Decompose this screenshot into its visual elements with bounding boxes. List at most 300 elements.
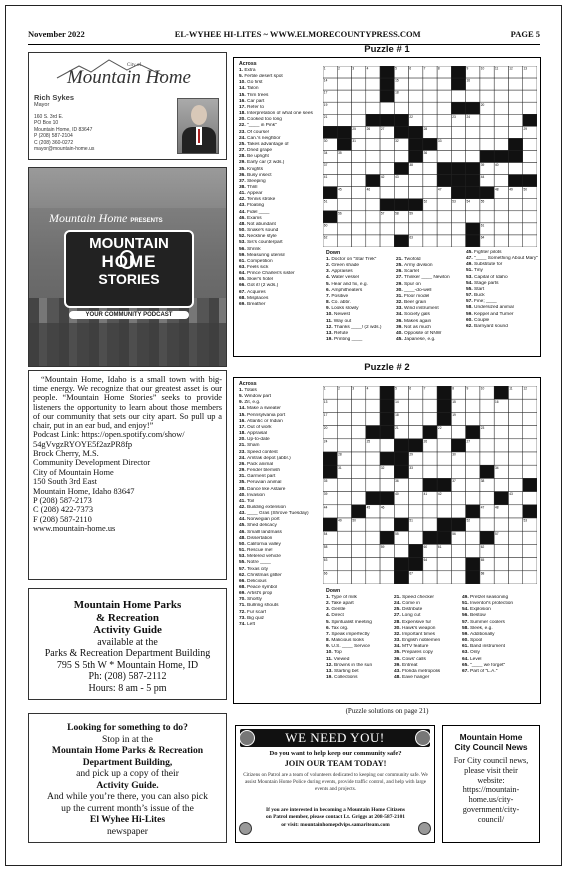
grid-block [523,505,537,518]
grid-cell[interactable] [508,223,522,235]
grid-cell[interactable] [494,571,508,584]
grid-cell[interactable] [451,90,465,102]
clue: 51. Inventor's protection [462,601,514,607]
grid-cell[interactable] [508,199,522,211]
grid-cell[interactable] [451,150,465,162]
grid-cell[interactable] [423,412,437,425]
grid-cell[interactable] [480,412,494,425]
grid-cell[interactable] [409,505,423,518]
grid-number: 6 [409,66,412,71]
grid-cell[interactable] [523,492,537,505]
grid-cell[interactable] [451,235,465,247]
grid-cell[interactable] [394,223,408,235]
grid-cell[interactable] [480,78,494,90]
grid-cell[interactable] [337,531,351,544]
grid-cell[interactable] [523,426,537,439]
grid-cell[interactable] [480,138,494,150]
grid-cell[interactable] [394,187,408,199]
grid-cell[interactable] [423,187,437,199]
grid-cell[interactable] [380,558,394,571]
grid-cell[interactable] [437,465,451,478]
clue: 68. Misplaces [239,295,269,301]
grid-cell[interactable] [352,531,366,544]
grid-cell[interactable] [380,439,394,452]
grid-number: 15 [452,399,456,404]
grid-cell[interactable] [352,412,366,425]
grid-cell[interactable] [508,465,522,478]
puzzle2-down-clues-2 [394,595,462,681]
grid-cell[interactable] [508,478,522,491]
grid-cell[interactable] [508,412,522,425]
clue: 64. Level [462,656,482,662]
grid-cell[interactable] [366,90,380,102]
grid-cell[interactable] [451,544,465,557]
grid-cell[interactable] [337,492,351,505]
grid-cell[interactable] [437,505,451,518]
grid-cell[interactable] [523,138,537,150]
grid-cell[interactable] [466,492,480,505]
grid-cell[interactable] [380,518,394,531]
clue: 59. Measuring utensil [239,252,285,258]
clue: 9. Looks slowly [326,306,359,312]
clue: 24. Can.'s neighbor [239,135,281,141]
grid-cell[interactable] [437,211,451,223]
grid-cell[interactable] [352,544,366,557]
grid-cell[interactable] [508,126,522,138]
grid-block [437,386,451,399]
grid-number: 3 [352,386,355,391]
grid-cell[interactable] [337,223,351,235]
grid-cell[interactable] [352,199,366,211]
grid-cell[interactable] [466,452,480,465]
grid-cell[interactable] [437,558,451,571]
grid-block [394,114,408,126]
grid-cell[interactable] [466,126,480,138]
grid-cell[interactable] [366,518,380,531]
grid-block [451,102,465,114]
grid-block [466,187,480,199]
grid-cell[interactable] [494,175,508,187]
grid-cell[interactable] [423,211,437,223]
grid-cell[interactable] [437,223,451,235]
grid-cell[interactable] [337,426,351,439]
grid-cell[interactable] [352,492,366,505]
grid-cell[interactable] [366,223,380,235]
clue: 46. Exams [239,215,262,221]
grid-cell[interactable] [352,478,366,491]
grid-cell[interactable] [508,102,522,114]
grid-cell[interactable] [337,412,351,425]
grid-number: 31 [352,139,356,143]
grid-number: 41 [323,175,328,180]
grid-block [508,138,522,150]
grid-cell[interactable] [366,235,380,247]
grid-cell[interactable] [523,465,537,478]
grid-cell[interactable] [352,175,366,187]
grid-cell[interactable] [366,211,380,223]
grid-cell[interactable] [366,138,380,150]
grid-cell[interactable] [508,571,522,584]
grid-cell[interactable] [423,452,437,465]
grid-number: 51 [409,518,413,523]
grid-cell[interactable] [466,138,480,150]
grid-cell[interactable] [480,126,494,138]
grid-block [437,518,451,531]
grid-cell[interactable] [423,175,437,187]
grid-cell[interactable] [480,114,494,126]
grid-block [451,78,465,90]
grid-block [394,452,408,465]
grid-cell[interactable] [523,163,537,175]
grid-cell[interactable] [523,544,537,557]
grid-cell[interactable] [480,518,494,531]
grid-cell[interactable] [523,412,537,425]
grid-cell[interactable] [337,235,351,247]
grid-cell[interactable] [437,90,451,102]
grid-cell[interactable] [366,544,380,557]
grid-cell[interactable] [423,465,437,478]
grid-number: 10 [480,66,485,71]
grid-cell[interactable] [352,223,366,235]
grid-cell[interactable] [480,399,494,412]
clue: 59. Additionally [462,631,495,637]
grid-cell[interactable] [409,399,423,412]
grid-cell[interactable] [380,102,394,114]
grid-cell[interactable] [352,211,366,223]
grid-cell[interactable] [494,558,508,571]
grid-cell[interactable] [480,90,494,102]
grid-cell[interactable] [352,571,366,584]
clue: 54. Stage parts [466,280,499,286]
grid-cell[interactable] [409,187,423,199]
grid-number: 32 [395,139,399,143]
grid-cell[interactable] [352,558,366,571]
grid-cell[interactable] [466,399,480,412]
grid-cell[interactable] [494,544,508,557]
we-need-body: Citizens on Patrol are a team of volunteers dedicated to keeping our community safe. We assist Mountain Home Police during events, provide traffic control, and help with large events and projects. [243,772,428,792]
grid-cell[interactable] [352,439,366,452]
clue: 43. Floating [239,203,265,209]
grid-block [466,223,480,235]
grid-cell[interactable] [494,126,508,138]
grid-cell[interactable] [451,571,465,584]
grid-cell[interactable] [508,452,522,465]
grid-cell[interactable] [366,465,380,478]
clue: 1. Extra [239,68,256,73]
clue: 34. MTV feature [394,644,429,650]
grid-cell[interactable] [423,505,437,518]
grid-cell[interactable] [423,518,437,531]
grid-cell[interactable] [494,223,508,235]
grid-cell[interactable] [380,571,394,584]
grid-cell[interactable] [451,492,465,505]
grid-cell[interactable] [423,399,437,412]
grid-cell[interactable] [423,90,437,102]
grid-cell[interactable] [423,114,437,126]
grid-cell[interactable] [494,235,508,247]
grid-cell[interactable] [380,223,394,235]
grid-cell[interactable] [451,505,465,518]
grid-cell[interactable] [394,544,408,557]
clue: 5. Fertile desert spot [239,74,283,80]
grid-cell[interactable] [451,138,465,150]
grid-cell[interactable] [337,571,351,584]
grid-cell[interactable] [409,412,423,425]
grid-cell[interactable] [380,163,394,175]
grid-cell[interactable] [494,102,508,114]
clue: 67. Part of "L.A." [462,668,498,674]
grid-cell[interactable] [366,412,380,425]
grid-cell[interactable] [466,531,480,544]
grid-cell[interactable] [337,399,351,412]
grid-cell[interactable] [352,102,366,114]
grid-cell[interactable] [523,571,537,584]
puzzle2-down-clues-1 [326,595,394,681]
grid-cell[interactable] [437,114,451,126]
grid-cell[interactable] [337,478,351,491]
grid-cell[interactable] [409,175,423,187]
grid-cell[interactable] [466,412,480,425]
story-paragraph: “Mountain Home, Idaho is a small town with big-time energy. We recognize that our greatest asset is our people. “Mountain Home Stories” seeks to provide listeners the opportunity to learn about those members of our community that sets our city apart. So pull up a chair, put in an ear bud, and enjoy!” [33,375,222,431]
grid-cell[interactable] [508,114,522,126]
grid-cell[interactable] [466,211,480,223]
grid-cell[interactable] [366,558,380,571]
grid-cell[interactable] [480,439,494,452]
grid-cell[interactable] [523,150,537,162]
grid-cell[interactable] [523,452,537,465]
grid-block [466,102,480,114]
grid-cell[interactable] [409,90,423,102]
grid-cell[interactable] [423,223,437,235]
grid-cell[interactable] [451,211,465,223]
grid-cell[interactable] [366,150,380,162]
grid-cell[interactable] [508,518,522,531]
grid-cell[interactable] [394,505,408,518]
clue: 4. Direct [326,613,344,619]
grid-cell[interactable] [466,465,480,478]
grid-cell[interactable] [480,452,494,465]
grid-number: 55 [395,531,399,536]
mayor-contact: 160 S. 3rd E. PO Box 10 Mountain Home, ID 83647 P (208) 587-2104 C (208) 360-0272 mayor@mountain-home.us [34,114,95,153]
grid-cell[interactable] [394,150,408,162]
grid-cell[interactable] [508,235,522,247]
grid-cell[interactable] [466,544,480,557]
grid-cell[interactable] [409,223,423,235]
grid-cell[interactable] [409,492,423,505]
clue: 9. U.S. ____ Service [326,644,371,650]
grid-cell[interactable] [423,571,437,584]
grid-cell[interactable] [451,426,465,439]
grid-cell[interactable] [366,78,380,90]
grid-cell[interactable] [366,478,380,491]
grid-cell[interactable] [423,235,437,247]
grid-cell[interactable] [480,211,494,223]
grid-cell[interactable] [337,439,351,452]
grid-number: 48 [495,187,499,192]
grid-block [451,175,465,187]
grid-block [437,175,451,187]
grid-cell[interactable] [494,78,508,90]
grid-cell[interactable] [480,492,494,505]
grid-cell[interactable] [437,126,451,138]
grid-cell[interactable] [494,452,508,465]
grid-cell[interactable] [508,531,522,544]
grid-cell[interactable] [337,163,351,175]
grid-cell[interactable] [508,78,522,90]
clue: 23. Of course! [239,129,270,135]
grid-cell[interactable] [437,199,451,211]
puzzle1-down-clues-1 [326,257,396,343]
grid-cell[interactable] [409,102,423,114]
grid-cell[interactable] [366,102,380,114]
grid-cell[interactable] [337,102,351,114]
grid-cell[interactable] [523,102,537,114]
puzzle2-grid [323,386,537,584]
grid-cell[interactable] [523,439,537,452]
clue: 18. Interpretation of what one sees [239,111,313,117]
grid-cell[interactable] [352,235,366,247]
grid-cell[interactable] [352,150,366,162]
grid-cell[interactable] [451,126,465,138]
grid-cell[interactable] [494,114,508,126]
grid-cell[interactable] [409,531,423,544]
grid-cell[interactable] [366,163,380,175]
clue: 8. Malicious looks [326,638,364,644]
grid-cell[interactable] [409,426,423,439]
grid-cell[interactable] [380,478,394,491]
grid-cell[interactable] [409,478,423,491]
grid-cell[interactable] [494,426,508,439]
grid-cell[interactable] [451,223,465,235]
grid-cell[interactable] [366,399,380,412]
grid-cell[interactable] [366,571,380,584]
grid-number: 44 [480,175,485,180]
grid-cell[interactable] [523,211,537,223]
clue: 22. "____ in Pink" [239,123,277,129]
grid-cell[interactable] [337,544,351,557]
grid-block [480,531,494,544]
grid-number: 14 [395,399,399,404]
grid-cell[interactable] [523,531,537,544]
grid-cell[interactable] [337,114,351,126]
grid-cell[interactable] [437,150,451,162]
grid-cell[interactable] [337,78,351,90]
grid-cell[interactable] [494,439,508,452]
grid-number: 11 [495,66,499,71]
grid-cell[interactable] [508,90,522,102]
grid-cell[interactable] [508,544,522,557]
grid-cell[interactable] [508,399,522,412]
clue: 70. Shortly [239,597,262,603]
grid-number: 26 [423,439,428,444]
grid-cell[interactable] [337,558,351,571]
grid-cell[interactable] [494,478,508,491]
grid-cell[interactable] [508,558,522,571]
grid-cell[interactable] [337,199,351,211]
grid-cell[interactable] [466,150,480,162]
grid-cell[interactable] [523,399,537,412]
grid-cell[interactable] [437,452,451,465]
grid-cell[interactable] [423,78,437,90]
grid-cell[interactable] [451,558,465,571]
grid-cell[interactable] [352,465,366,478]
grid-cell[interactable] [437,78,451,90]
grid-cell[interactable] [380,150,394,162]
grid-cell[interactable] [337,90,351,102]
grid-number: 11 [509,386,513,391]
grid-cell[interactable] [508,439,522,452]
grid-cell[interactable] [352,187,366,199]
grid-cell[interactable] [494,412,508,425]
grid-cell[interactable] [352,90,366,102]
grid-cell[interactable] [508,211,522,223]
grid-cell[interactable] [366,531,380,544]
grid-cell[interactable] [366,199,380,211]
grid-block [494,386,508,399]
grid-cell[interactable] [366,452,380,465]
grid-cell[interactable] [508,163,522,175]
grid-cell[interactable] [494,518,508,531]
grid-cell[interactable] [494,211,508,223]
grid-cell[interactable] [437,571,451,584]
grid-cell[interactable] [380,187,394,199]
grid-cell[interactable] [352,426,366,439]
grid-cell[interactable] [466,478,480,491]
grid-cell[interactable] [337,505,351,518]
grid-block [323,452,337,465]
grid-cell[interactable] [437,439,451,452]
grid-cell[interactable] [409,78,423,90]
grid-number: 35 [323,479,328,483]
grid-cell[interactable] [394,102,408,114]
grid-cell[interactable] [494,199,508,211]
grid-cell[interactable] [523,78,537,90]
grid-cell[interactable] [352,78,366,90]
grid-cell[interactable] [466,90,480,102]
clue: 27. Thinker ____ Newton [396,275,450,281]
grid-cell[interactable] [352,114,366,126]
grid-cell[interactable] [380,138,394,150]
grid-cell[interactable] [437,235,451,247]
grid-cell[interactable] [337,175,351,187]
grid-cell[interactable] [523,235,537,247]
grid-cell[interactable] [494,138,508,150]
grid-cell[interactable] [352,399,366,412]
grid-cell[interactable] [523,558,537,571]
grid-cell[interactable] [352,452,366,465]
grid-cell[interactable] [352,163,366,175]
grid-number: 49 [338,518,342,523]
clue: 30. Hawk's weapon [394,625,436,631]
grid-block [480,150,494,162]
grid-cell[interactable] [380,235,394,247]
page-number: PAGE 5 [510,29,540,39]
grid-cell[interactable] [423,102,437,114]
clue: 32. Beer grain [396,300,427,306]
grid-cell[interactable] [437,102,451,114]
grid-cell[interactable] [523,199,537,211]
grid-cell[interactable] [423,163,437,175]
grid-cell[interactable] [451,465,465,478]
clue: 3. Appraises [326,269,353,275]
grid-cell[interactable] [494,90,508,102]
grid-number: 52 [423,199,428,204]
grid-cell[interactable] [508,505,522,518]
grid-cell[interactable] [523,90,537,102]
clue: 6. Amphitheaters [326,287,363,293]
grid-cell[interactable] [523,223,537,235]
grid-cell[interactable] [508,426,522,439]
